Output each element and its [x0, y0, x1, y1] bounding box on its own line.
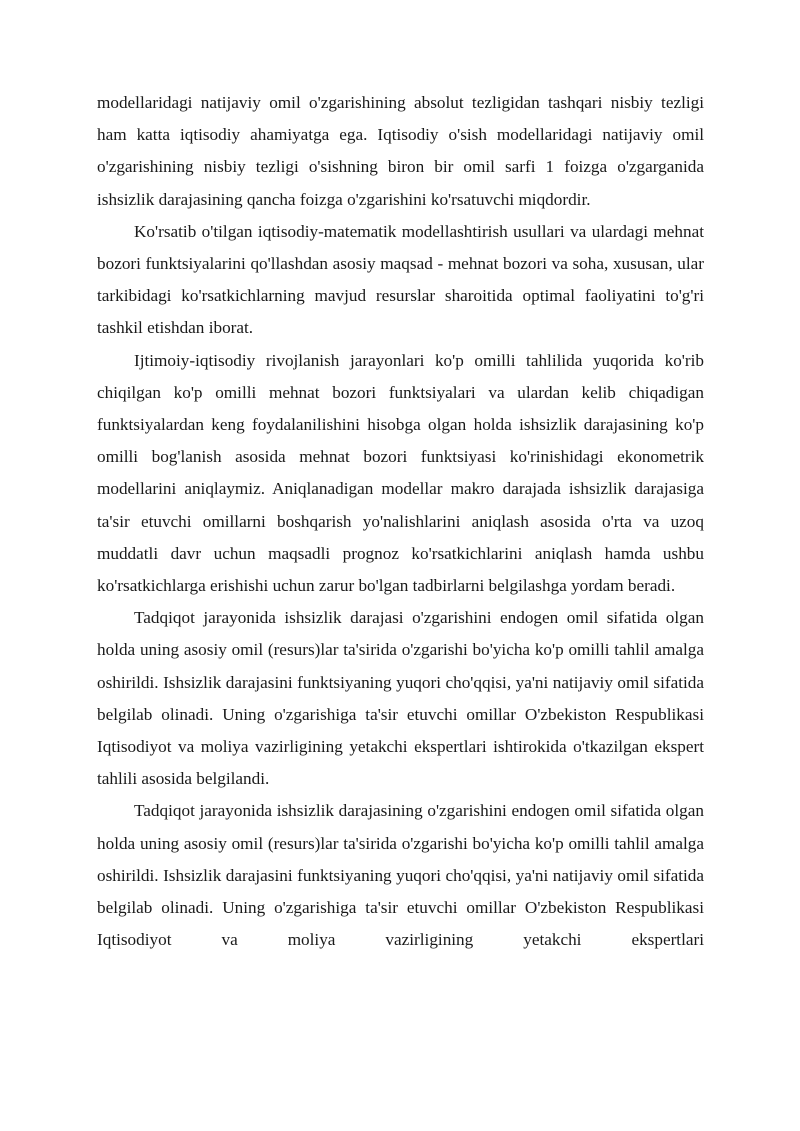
paragraph-research-analysis-repeat: Tadqiqot jarayonida ishsizlik darajasining o'zgarishini endogen omil sifatida olgan holda uning asosiy omil (resurs)lar ta'sirida o'zgarishi bo'yicha ko'p omilli tahlil amalga oshirildi. Ishsizlik darajasini funktsiyaning yuqori cho'qqisi, ya'ni natijaviy omil sifatida belgilab olinadi. Uning o'zgarishiga ta'sir etuvchi omillar O'zbekiston Respublikasi Iqtisodiyot va moliya vazirligining yetakchi ekspertlari — [97, 801, 704, 950]
document-page — [97, 87, 704, 956]
paragraph-continued: modellaridagi natijaviy omil o'zgarishining absolut tezligidan tashqari nisbiy tezligi ham katta iqtisodiy ahamiyatga ega. Iqtisodiy o'sish modellaridagi natijaviy omil o'zgarishining nisbiy tezligi o'sishning biron bir omil sarfi 1 foizga o'zgarganida ishsizlik darajasining qancha foizga o'zgarishini ko'rsatuvchi miqdordir. — [97, 93, 704, 209]
paragraph-econometric-models: Ijtimoiy-iqtisodiy rivojlanish jarayonlari ko'p omilli tahlilida yuqorida ko'rib chiqilgan ko'p omilli mehnat bozori funktsiyalari va ulardan kelib chiqadigan funktsiyalardan keng foydalanilishini hisobga olgan holda ishsizlik darajasining ko'p omilli bog'lanish asosida mehnat bozori funktsiyasi ko'rinishidagi ekonometrik modellarini aniqlaymiz. Aniqlanadigan modellar makro darajada ishsizlik darajasiga ta'sir etuvchi omillarni boshqarish yo'nalishlarini aniqlash asosida o'rta va uzoq muddatli davr uchun maqsadli prognoz ko'rsatkichlarini aniqlash hamda ushbu ko'rsatkichlarga erishishi uchun zarur bo'lgan tadbirlarni belgilashga yordam beradi. — [97, 350, 704, 596]
paragraph-modelling-goal: Ko'rsatib o'tilgan iqtisodiy-matematik modellashtirish usullari va ulardagi mehnat bozori funktsiyalarini qo'llashdan asosiy maqsad - mehnat bozori va soha, xususan, ular tarkibidagi ko'rsatkichlarning mavjud resurslar sharoitida optimal faoliyatini to'g'ri tashkil etishdan iborat. — [97, 221, 704, 338]
paragraph-research-analysis: Tadqiqot jarayonida ishsizlik darajasi o'zgarishini endogen omil sifatida olgan holda uning asosiy omil (resurs)lar ta'sirida o'zgarishi bo'yicha ko'p omilli tahlil amalga oshirildi. Ishsizlik darajasini funktsiyaning yuqori cho'qqisi, ya'ni natijaviy omil sifatida belgilab olinadi. Uning o'zgarishiga ta'sir etuvchi omillar O'zbekiston Respublikasi Iqtisodiyot va moliya vazirligining yetakchi ekspertlari ishtirokida o'tkazilgan ekspert tahlili asosida belgilandi. — [97, 608, 704, 789]
